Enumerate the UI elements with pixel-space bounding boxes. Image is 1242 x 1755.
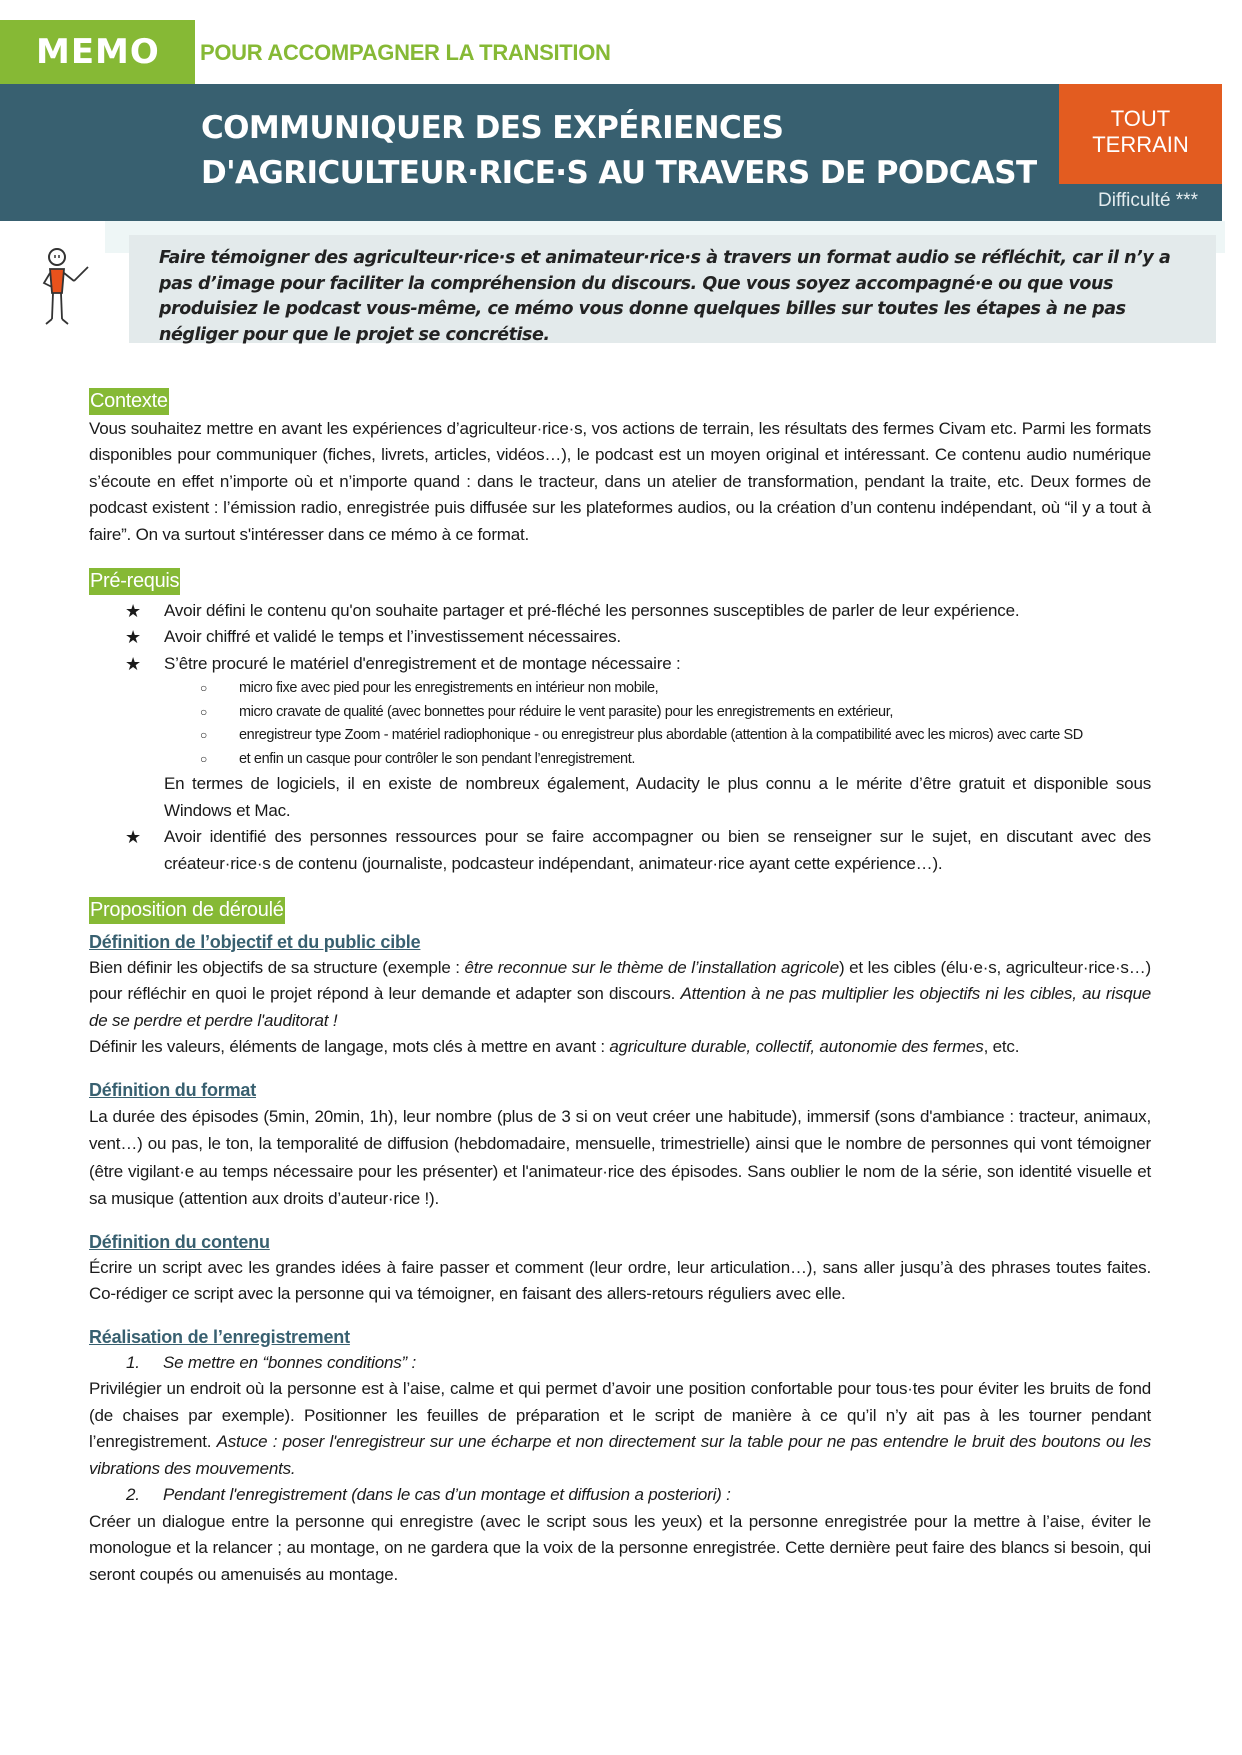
- subheading-objectif: Définition de l’objectif et du public cible: [89, 931, 421, 952]
- equipment-list: [89, 677, 1151, 771]
- badge-line-1: TOUT: [1110, 106, 1171, 131]
- section-title-prerequis: Pré-requis: [89, 568, 180, 595]
- star-bullet-icon: ★: [125, 827, 141, 847]
- prerequis-list: [89, 598, 1151, 878]
- circle-bullet-icon: ○: [200, 751, 207, 766]
- badge-line-2: TERRAIN: [1092, 132, 1189, 157]
- intro-box: [129, 235, 1216, 343]
- format-text: La durée des épisodes (5min, 20min, 1h), leur nombre (plus de 3 si on veut créer une habitude), immersif (sons d'ambiance : tracteur, animaux, vent…) ou pas, le ton, la temporalité de diffusion (hebdomadaire, mensuelle, trimestrielle) ainsi que le nombre de personnes qui vont témoigner (être vigilant·e au temps nécessaire pour les présenter) et l'animateur·rice des épisodes. Sans oublier le nom de la série, son identité visuelle et sa musique (attention aux droits d’auteur·rice !).: [89, 1106, 1151, 1208]
- list-item: ★ Avoir défini le contenu qu'on souhaite partager et pré-fléché les personnes susceptibles de parler de leur expérience.: [89, 598, 1151, 625]
- sub-list-item: ○ et enfin un casque pour contrôler le son pendant l’enregistrement.: [164, 748, 1151, 772]
- circle-bullet-icon: ○: [200, 728, 207, 742]
- contexte-text: Vous souhaitez mettre en avant les expériences d’agriculteur·rice·s, vos actions de terrain, les résultats des fermes Civam etc. Parmi les formats disponibles pour communiquer (fiches, livrets, articles, vidéos…), le podcast est un moyen original et intéressant. Ce contenu audio numérique s’écoute en effet n’importe où et n’importe quand : dans le tracteur, dans un atelier de transformation, pendant la traite, etc. Deux formes de podcast existent : l’émission radio, enregistrée puis diffusée sur les plateformes audios, ou la création d’un contenu indépendant, où “il y a tout à faire”. On va surtout s'intéresser dans ce mémo à ce format.: [89, 418, 1151, 544]
- list-item: ★ Avoir chiffré et validé le temps et l’investissement nécessaires.: [89, 624, 1151, 651]
- title-line-1: COMMUNIQUER DES EXPÉRIENCES: [201, 110, 784, 146]
- star-bullet-icon: ★: [125, 627, 141, 647]
- step-1-label: 1. Se mettre en “bonnes conditions” :: [126, 1352, 417, 1372]
- memo-subtitle: POUR ACCOMPAGNER LA TRANSITION: [200, 40, 611, 65]
- circle-bullet-icon: ○: [200, 681, 207, 695]
- section-title-contexte: Contexte: [89, 388, 169, 415]
- list-item: ★ Avoir identifié des personnes ressources pour se faire accompagner ou bien se renseigner sur le sujet, en discutant avec des créateur·rice·s de contenu (journaliste, podcasteur indépendant, animateur·rice ayant cette expérience…).: [89, 824, 1151, 877]
- list-item: ★ S’être procuré le matériel d'enregistrement et de montage nécessaire : ○ micro fixe avec pied pour les enregistrements en intérieur non mobile, ○ micro cravate de qualité (avec bonnettes pour réduire le vent parasite) pour les enregistrements en extérieur, ○ enregistreur type Zoom - matériel radiophonique - ou enregistreur plus abordable (attention à la compatibilité avec les micros) avec carte SD ○ et enfin un casque pour contrôler le son pendant l’enregistrement. En termes de logiciels, il en existe de nombreux également, Audacity le plus connu a le mérite d’être gratuit et disponible sous Windows et Mac.: [89, 651, 1151, 825]
- section-title-deroule: Proposition de déroulé: [89, 897, 285, 924]
- section-deroule: [89, 897, 1151, 1588]
- step-2-text: Créer un dialogue entre la personne qui enregistre (avec le script sous les yeux) et la personne enregistrée pour la mettre à l’aise, éviter le monologue et la relancer ; au montage, on ne gardera que la voix de la personne enregistrée. Cette dernière peut faire des blancs si besoin, qui seront coupés ou amenuisés au montage.: [89, 1511, 1151, 1584]
- contenu-text: Écrire un script avec les grandes idées à faire passer et comment (leur ordre, leur articulation…), sans aller jusqu’à des phrases toutes faites. Co-rédiger ce script avec la personne qui va témoigner, en faisant des allers-retours réguliers avec elle.: [89, 1257, 1151, 1303]
- step-2-label: 2. Pendant l'enregistrement (dans le cas d’un montage et diffusion a posteriori) :: [126, 1485, 731, 1504]
- page-title: [201, 106, 1037, 196]
- valeurs-text: Définir les valeurs, éléments de langage, mots clés à mettre en avant : agriculture durable, collectif, autonomie des fermes, etc.: [89, 1037, 1020, 1056]
- title-line-2: D'AGRICULTEUR·RICE·S AU TRAVERS DE PODCAST: [201, 155, 1037, 191]
- difficulty-label: Difficulté ***: [1098, 190, 1198, 211]
- sub-list-item: ○ enregistreur type Zoom - matériel radiophonique - ou enregistreur plus abordable (attention à la compatibilité avec les micros) avec carte SD: [164, 724, 1151, 748]
- subheading-contenu: Définition du contenu: [89, 1231, 270, 1252]
- intro-text: Faire témoigner des agriculteur·rice·s et animateur·rice·s à travers un format audio se réfléchit, car il n’y a pas d’image pour faciliter la compréhension du discours. Que vous soyez accompagné·e ou que vous produisiez le podcast vous-même, ce mémo vous donne quelques billes sur toutes les étapes à ne pas négliger pour que le projet se concrétise.: [159, 248, 1171, 345]
- sub-list-item: ○ micro fixe avec pied pour les enregistrements en intérieur non mobile,: [164, 677, 1151, 701]
- memo-label: MEMO: [0, 20, 195, 84]
- subheading-format: Définition du format: [89, 1079, 256, 1100]
- software-note: En termes de logiciels, il en existe de nombreux également, Audacity le plus connu a le mérite d’être gratuit et disponible sous Windows et Mac.: [164, 774, 1151, 820]
- memo-body: [89, 388, 1151, 1588]
- objectif-text: Bien définir les objectifs de sa structure (exemple : être reconnue sur le thème de l’installation agricole) et les cibles (élu·e·s, agriculteur·rice·s…) pour réfléchir en quoi le projet répond à leur demande et adapter son discours. Attention à ne pas multiplier les objectifs ni les cibles, au risque de se perdre et perdre l'auditorat !: [89, 957, 1152, 1030]
- sub-list-item: ○ micro cravate de qualité (avec bonnettes pour réduire le vent parasite) pour les enregistrements en extérieur,: [164, 701, 1151, 725]
- circle-bullet-icon: ○: [200, 704, 207, 719]
- section-contexte: [89, 388, 1151, 548]
- star-bullet-icon: ★: [125, 600, 141, 621]
- subheading-enregistrement: Réalisation de l’enregistrement: [89, 1326, 350, 1347]
- section-prerequis: [89, 568, 1151, 877]
- step-1-text: Privilégier un endroit où la personne est à l’aise, calme et qui permet d’avoir une position confortable pour tous·tes pour éviter les bruits de fond (de chaises par exemple). Positionner les feuilles de préparation et le script de manière à ce qu’il n’y ait pas à les tourner pendant l’enregistrement. Astuce : poser l'enregistreur sur une écharpe et non directement sur la table pour ne pas entendre le bruit des boutons ou les vibrations des mouvements.: [89, 1379, 1151, 1478]
- stick-figure-icon: [40, 245, 100, 330]
- star-bullet-icon: ★: [125, 653, 141, 674]
- category-badge: [1059, 84, 1222, 184]
